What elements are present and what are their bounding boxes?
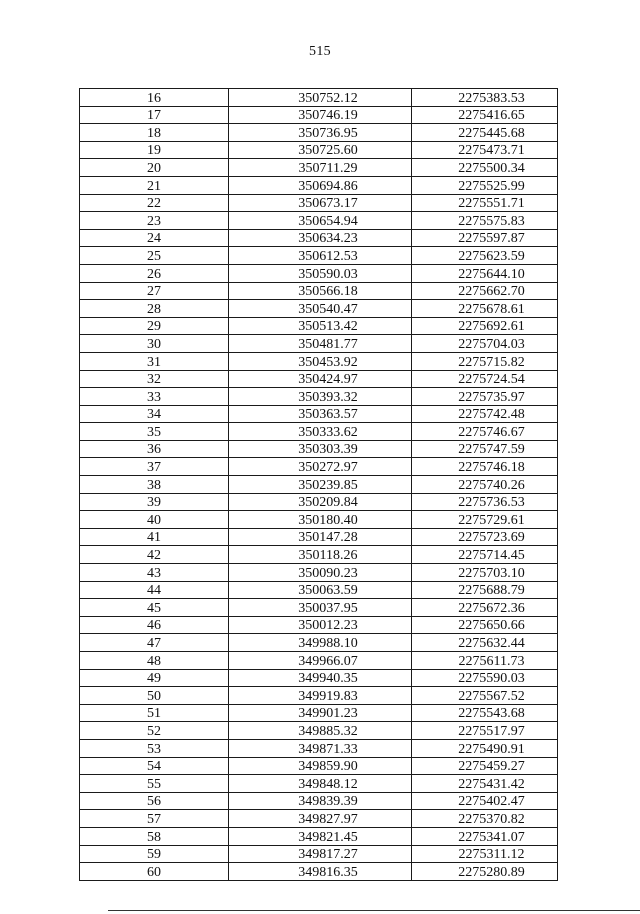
x-coordinate-cell: 350147.28: [229, 528, 412, 546]
table-row: [80, 335, 558, 353]
table-row: [80, 792, 558, 810]
x-coordinate-cell: 349901.23: [229, 704, 412, 722]
point-number-cell: 38: [80, 476, 229, 494]
x-coordinate-cell: 350272.97: [229, 458, 412, 476]
point-number-cell: 45: [80, 599, 229, 617]
table-row: [80, 669, 558, 687]
table-row: [80, 458, 558, 476]
point-number-cell: 49: [80, 669, 229, 687]
x-coordinate-cell: 350424.97: [229, 370, 412, 388]
x-coordinate-cell: 350037.95: [229, 599, 412, 617]
x-coordinate-cell: 350673.17: [229, 194, 412, 212]
y-coordinate-cell: 2275383.53: [412, 89, 558, 107]
table-row: [80, 634, 558, 652]
x-coordinate-cell: 350303.39: [229, 440, 412, 458]
table-row: [80, 264, 558, 282]
y-coordinate-cell: 2275704.03: [412, 335, 558, 353]
table-row: [80, 388, 558, 406]
coordinate-table-body: [80, 89, 558, 881]
table-row: [80, 159, 558, 177]
y-coordinate-cell: 2275724.54: [412, 370, 558, 388]
table-row: [80, 440, 558, 458]
page-number: 515: [309, 44, 331, 59]
point-number-cell: 58: [80, 827, 229, 845]
point-number-cell: 30: [80, 335, 229, 353]
x-coordinate-cell: 350746.19: [229, 106, 412, 124]
point-number-cell: 22: [80, 194, 229, 212]
point-number-cell: 24: [80, 229, 229, 247]
point-number-cell: 33: [80, 388, 229, 406]
point-number-cell: 36: [80, 440, 229, 458]
point-number-cell: 55: [80, 775, 229, 793]
y-coordinate-cell: 2275688.79: [412, 581, 558, 599]
y-coordinate-cell: 2275632.44: [412, 634, 558, 652]
point-number-cell: 39: [80, 493, 229, 511]
table-row: [80, 317, 558, 335]
x-coordinate-cell: 349940.35: [229, 669, 412, 687]
point-number-cell: 60: [80, 863, 229, 881]
x-coordinate-cell: 350725.60: [229, 141, 412, 159]
point-number-cell: 47: [80, 634, 229, 652]
y-coordinate-cell: 2275623.59: [412, 247, 558, 265]
table-row: [80, 739, 558, 757]
y-coordinate-cell: 2275678.61: [412, 300, 558, 318]
table-row: [80, 757, 558, 775]
y-coordinate-cell: 2275611.73: [412, 652, 558, 670]
y-coordinate-cell: 2275500.34: [412, 159, 558, 177]
table-row: [80, 722, 558, 740]
table-row: [80, 370, 558, 388]
table-row: [80, 229, 558, 247]
point-number-cell: 17: [80, 106, 229, 124]
table-row: [80, 106, 558, 124]
x-coordinate-cell: 349919.83: [229, 687, 412, 705]
table-row: [80, 352, 558, 370]
table-row: [80, 827, 558, 845]
table-row: [80, 652, 558, 670]
table-row: [80, 616, 558, 634]
table-row: [80, 687, 558, 705]
y-coordinate-cell: 2275517.97: [412, 722, 558, 740]
y-coordinate-cell: 2275402.47: [412, 792, 558, 810]
y-coordinate-cell: 2275525.99: [412, 176, 558, 194]
table-row: [80, 546, 558, 564]
point-number-cell: 26: [80, 264, 229, 282]
point-number-cell: 21: [80, 176, 229, 194]
x-coordinate-cell: 350513.42: [229, 317, 412, 335]
y-coordinate-cell: 2275715.82: [412, 352, 558, 370]
x-coordinate-cell: 350393.32: [229, 388, 412, 406]
x-coordinate-cell: 350012.23: [229, 616, 412, 634]
x-coordinate-cell: 350634.23: [229, 229, 412, 247]
point-number-cell: 40: [80, 511, 229, 529]
x-coordinate-cell: 349848.12: [229, 775, 412, 793]
point-number-cell: 29: [80, 317, 229, 335]
table-row: [80, 845, 558, 863]
point-number-cell: 51: [80, 704, 229, 722]
point-number-cell: 20: [80, 159, 229, 177]
y-coordinate-cell: 2275416.65: [412, 106, 558, 124]
y-coordinate-cell: 2275703.10: [412, 564, 558, 582]
y-coordinate-cell: 2275543.68: [412, 704, 558, 722]
point-number-cell: 37: [80, 458, 229, 476]
table-row: [80, 599, 558, 617]
x-coordinate-cell: 350239.85: [229, 476, 412, 494]
y-coordinate-cell: 2275742.48: [412, 405, 558, 423]
point-number-cell: 53: [80, 739, 229, 757]
x-coordinate-cell: 350180.40: [229, 511, 412, 529]
y-coordinate-cell: 2275597.87: [412, 229, 558, 247]
x-coordinate-cell: 349871.33: [229, 739, 412, 757]
x-coordinate-cell: 350118.26: [229, 546, 412, 564]
y-coordinate-cell: 2275590.03: [412, 669, 558, 687]
x-coordinate-cell: 349827.97: [229, 810, 412, 828]
x-coordinate-cell: 350481.77: [229, 335, 412, 353]
bottom-rule: [108, 910, 640, 911]
table-row: [80, 423, 558, 441]
x-coordinate-cell: 350711.29: [229, 159, 412, 177]
point-number-cell: 19: [80, 141, 229, 159]
y-coordinate-cell: 2275551.71: [412, 194, 558, 212]
x-coordinate-cell: 350453.92: [229, 352, 412, 370]
y-coordinate-cell: 2275459.27: [412, 757, 558, 775]
point-number-cell: 57: [80, 810, 229, 828]
point-number-cell: 27: [80, 282, 229, 300]
table-row: [80, 124, 558, 142]
y-coordinate-cell: 2275473.71: [412, 141, 558, 159]
point-number-cell: 32: [80, 370, 229, 388]
y-coordinate-cell: 2275736.53: [412, 493, 558, 511]
table-row: [80, 176, 558, 194]
point-number-cell: 42: [80, 546, 229, 564]
x-coordinate-cell: 349839.39: [229, 792, 412, 810]
y-coordinate-cell: 2275723.69: [412, 528, 558, 546]
point-number-cell: 46: [80, 616, 229, 634]
x-coordinate-cell: 349859.90: [229, 757, 412, 775]
y-coordinate-cell: 2275650.66: [412, 616, 558, 634]
table-row: [80, 528, 558, 546]
y-coordinate-cell: 2275644.10: [412, 264, 558, 282]
y-coordinate-cell: 2275567.52: [412, 687, 558, 705]
table-row: [80, 810, 558, 828]
table-row: [80, 212, 558, 230]
y-coordinate-cell: 2275490.91: [412, 739, 558, 757]
x-coordinate-cell: 350654.94: [229, 212, 412, 230]
table-row: [80, 89, 558, 107]
point-number-cell: 23: [80, 212, 229, 230]
x-coordinate-cell: 350540.47: [229, 300, 412, 318]
table-row: [80, 476, 558, 494]
y-coordinate-cell: 2275280.89: [412, 863, 558, 881]
table-row: [80, 194, 558, 212]
x-coordinate-cell: 350566.18: [229, 282, 412, 300]
y-coordinate-cell: 2275729.61: [412, 511, 558, 529]
point-number-cell: 16: [80, 89, 229, 107]
x-coordinate-cell: 349816.35: [229, 863, 412, 881]
point-number-cell: 43: [80, 564, 229, 582]
x-coordinate-cell: 350694.86: [229, 176, 412, 194]
y-coordinate-cell: 2275692.61: [412, 317, 558, 335]
point-number-cell: 52: [80, 722, 229, 740]
y-coordinate-cell: 2275662.70: [412, 282, 558, 300]
x-coordinate-cell: 350333.62: [229, 423, 412, 441]
point-number-cell: 28: [80, 300, 229, 318]
point-number-cell: 31: [80, 352, 229, 370]
point-number-cell: 18: [80, 124, 229, 142]
point-number-cell: 35: [80, 423, 229, 441]
y-coordinate-cell: 2275735.97: [412, 388, 558, 406]
y-coordinate-cell: 2275341.07: [412, 827, 558, 845]
table-row: [80, 405, 558, 423]
table-row: [80, 564, 558, 582]
point-number-cell: 56: [80, 792, 229, 810]
x-coordinate-cell: 349817.27: [229, 845, 412, 863]
table-row: [80, 247, 558, 265]
x-coordinate-cell: 350590.03: [229, 264, 412, 282]
point-number-cell: 34: [80, 405, 229, 423]
x-coordinate-cell: 350090.23: [229, 564, 412, 582]
x-coordinate-cell: 349988.10: [229, 634, 412, 652]
x-coordinate-cell: 350063.59: [229, 581, 412, 599]
coordinate-table: [79, 88, 558, 881]
y-coordinate-cell: 2275575.83: [412, 212, 558, 230]
point-number-cell: 59: [80, 845, 229, 863]
y-coordinate-cell: 2275746.18: [412, 458, 558, 476]
point-number-cell: 48: [80, 652, 229, 670]
y-coordinate-cell: 2275431.42: [412, 775, 558, 793]
point-number-cell: 50: [80, 687, 229, 705]
x-coordinate-cell: 350209.84: [229, 493, 412, 511]
x-coordinate-cell: 350752.12: [229, 89, 412, 107]
y-coordinate-cell: 2275714.45: [412, 546, 558, 564]
table-row: [80, 775, 558, 793]
y-coordinate-cell: 2275746.67: [412, 423, 558, 441]
table-row: [80, 300, 558, 318]
y-coordinate-cell: 2275747.59: [412, 440, 558, 458]
x-coordinate-cell: 350363.57: [229, 405, 412, 423]
x-coordinate-cell: 349966.07: [229, 652, 412, 670]
y-coordinate-cell: 2275370.82: [412, 810, 558, 828]
table-row: [80, 282, 558, 300]
x-coordinate-cell: 350736.95: [229, 124, 412, 142]
y-coordinate-cell: 2275445.68: [412, 124, 558, 142]
table-row: [80, 511, 558, 529]
x-coordinate-cell: 349821.45: [229, 827, 412, 845]
x-coordinate-cell: 350612.53: [229, 247, 412, 265]
y-coordinate-cell: 2275740.26: [412, 476, 558, 494]
point-number-cell: 41: [80, 528, 229, 546]
y-coordinate-cell: 2275311.12: [412, 845, 558, 863]
x-coordinate-cell: 349885.32: [229, 722, 412, 740]
table-row: [80, 141, 558, 159]
point-number-cell: 25: [80, 247, 229, 265]
table-row: [80, 704, 558, 722]
table-row: [80, 493, 558, 511]
table-row: [80, 863, 558, 881]
y-coordinate-cell: 2275672.36: [412, 599, 558, 617]
point-number-cell: 44: [80, 581, 229, 599]
point-number-cell: 54: [80, 757, 229, 775]
table-row: [80, 581, 558, 599]
